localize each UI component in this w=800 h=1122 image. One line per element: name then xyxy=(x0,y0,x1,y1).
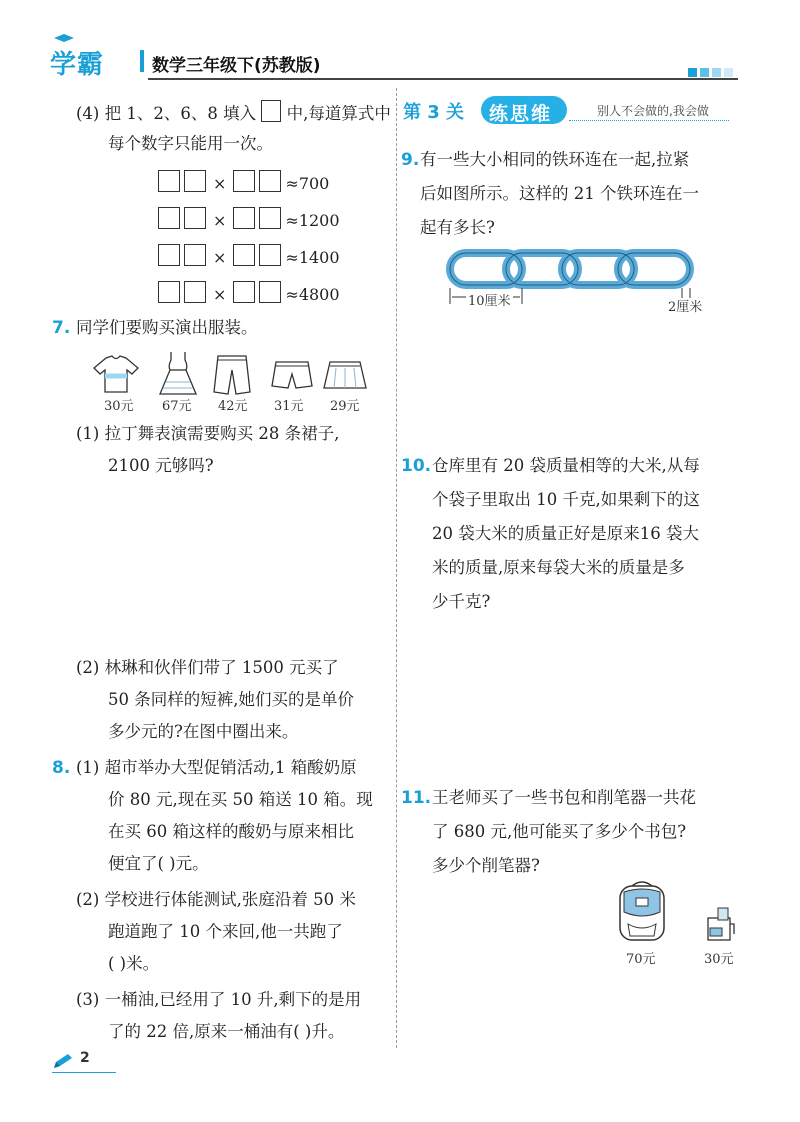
pants-icon[interactable] xyxy=(210,354,254,396)
book-title: 数学三年级下(苏教版) xyxy=(152,56,321,76)
part-label: (2) xyxy=(76,658,100,677)
question-text: 同学们要购买演出服装。 xyxy=(76,318,258,337)
digit-box[interactable] xyxy=(233,281,255,303)
question-text: 有一些大小相同的铁环连在一起,拉紧 xyxy=(420,150,690,169)
item-price: 30元 xyxy=(104,399,134,414)
digit-box[interactable] xyxy=(184,170,206,192)
question-number: 9. xyxy=(401,150,420,170)
equation-row xyxy=(158,281,340,304)
question-text: 后如图所示。这样的 21 个铁环连在一 xyxy=(420,184,699,203)
page-header xyxy=(50,40,740,80)
question-number: 8. xyxy=(52,758,71,778)
part-label: (4) xyxy=(76,104,100,123)
question-text: 少千克? xyxy=(432,592,491,611)
digit-box[interactable] xyxy=(158,281,180,303)
logo: 学霸 xyxy=(50,50,105,80)
fill-in-blank[interactable]: 了的 22 倍,原来一桶油有( )升。 xyxy=(108,1022,345,1041)
skirt-icon[interactable] xyxy=(322,360,368,392)
question-text: 起有多长? xyxy=(420,218,495,237)
backpack-price: 70元 xyxy=(626,952,656,967)
equation-row xyxy=(158,244,340,267)
question-text: 多少个削笔器? xyxy=(432,856,540,875)
question-text: 50 条同样的短裤,她们买的是单价 xyxy=(108,690,354,709)
graduation-cap-icon xyxy=(54,34,74,44)
item-price: 42元 xyxy=(218,399,248,414)
tshirt-icon[interactable] xyxy=(92,354,140,394)
question-text: 20 袋大米的质量正好是原来16 袋大 xyxy=(432,524,699,543)
question-text: 2100 元够吗? xyxy=(108,456,214,475)
question-text: 在买 60 箱这样的酸奶与原来相比 xyxy=(108,822,354,841)
digit-box[interactable] xyxy=(158,170,180,192)
part-label: (1) xyxy=(76,758,100,777)
page-number: 2 xyxy=(80,1050,90,1066)
equation-row xyxy=(158,170,329,193)
question-text: 了 680 元,他可能买了多少个书包? xyxy=(432,822,687,841)
item-price: 31元 xyxy=(274,399,304,414)
question-text: 跑道跑了 10 个来回,他一共跑了 xyxy=(108,922,343,941)
chain-rings xyxy=(450,253,690,285)
multiply-sign: × xyxy=(213,174,227,193)
part-label: (3) xyxy=(76,990,100,1009)
logo-separator xyxy=(140,50,144,72)
part-label: (1) xyxy=(76,424,100,443)
question-text: 把 1、2、6、8 填入 xyxy=(104,104,257,123)
pencil-icon xyxy=(52,1052,76,1070)
question-text: 一桶油,已经用了 10 升,剩下的是用 xyxy=(104,990,362,1009)
digit-box[interactable] xyxy=(233,170,255,192)
multiply-sign: × xyxy=(213,211,227,230)
digit-box[interactable] xyxy=(259,170,281,192)
section-banner xyxy=(401,96,731,126)
digit-box[interactable] xyxy=(158,207,180,229)
question-text: 每个数字只能用一次。 xyxy=(108,134,273,153)
approx-result: ≈700 xyxy=(285,174,330,193)
header-rule xyxy=(148,78,738,80)
equation-row xyxy=(158,207,340,230)
item-price: 29元 xyxy=(330,399,360,414)
digit-box[interactable] xyxy=(259,244,281,266)
digit-box[interactable] xyxy=(259,207,281,229)
section-label: 第 3 关 xyxy=(403,102,465,123)
question-text: 中,每道算式中 xyxy=(286,104,391,123)
sharpener-price: 30元 xyxy=(704,952,734,967)
digit-box[interactable] xyxy=(233,244,255,266)
question-text: 个袋子里取出 10 千克,如果剩下的这 xyxy=(432,490,700,509)
question-text: 学校进行体能测试,张庭沿着 50 米 xyxy=(104,890,356,909)
question-text: 林琳和伙伴们带了 1500 元买了 xyxy=(104,658,339,677)
digit-box[interactable] xyxy=(259,281,281,303)
question-text: 多少元的?在图中圈出来。 xyxy=(108,722,299,741)
footer-rule xyxy=(52,1072,116,1073)
approx-result: ≈1200 xyxy=(285,211,340,230)
approx-result: ≈4800 xyxy=(285,285,340,304)
dimension-length-label: 10厘米 xyxy=(466,290,513,309)
banner-dotted-line xyxy=(569,120,729,121)
section-pill-text: 练思维 xyxy=(489,103,553,125)
dimension-thickness-label: 2厘米 xyxy=(668,300,703,315)
dress-icon[interactable] xyxy=(156,350,200,396)
multiply-sign: × xyxy=(213,248,227,267)
digit-box[interactable] xyxy=(184,244,206,266)
digit-box[interactable] xyxy=(233,207,255,229)
section-slogan: 别人不会做的,我会做 xyxy=(597,104,709,118)
question-number: 7. xyxy=(52,318,71,338)
digit-box[interactable] xyxy=(184,281,206,303)
column-divider xyxy=(396,88,397,1048)
digit-box[interactable] xyxy=(184,207,206,229)
fill-in-blank[interactable]: 便宜了( )元。 xyxy=(108,854,209,873)
question-number: 10. xyxy=(401,456,432,476)
shorts-icon[interactable] xyxy=(270,360,314,392)
fill-in-blank[interactable]: ( )米。 xyxy=(108,954,160,973)
multiply-sign: × xyxy=(213,285,227,304)
digit-box[interactable] xyxy=(158,244,180,266)
pencil-sharpener-icon xyxy=(704,904,736,944)
item-price: 67元 xyxy=(162,399,192,414)
section-pill xyxy=(481,96,567,124)
question-number: 11. xyxy=(401,788,432,808)
question-text: 王老师买了一些书包和削笔器一共花 xyxy=(432,788,696,807)
question-text: 米的质量,原来每袋大米的质量是多 xyxy=(432,558,685,577)
answer-box-sample xyxy=(261,100,281,122)
backpack-icon xyxy=(614,880,670,944)
part-label: (2) xyxy=(76,890,100,909)
question-text: 拉丁舞表演需要购买 28 条裙子, xyxy=(104,424,340,443)
approx-result: ≈1400 xyxy=(285,248,340,267)
question-text: 超市举办大型促销活动,1 箱酸奶原 xyxy=(104,758,357,777)
question-text: 仓库里有 20 袋质量相等的大米,从每 xyxy=(432,456,700,475)
question-text: 价 80 元,现在买 50 箱送 10 箱。现 xyxy=(108,790,373,809)
